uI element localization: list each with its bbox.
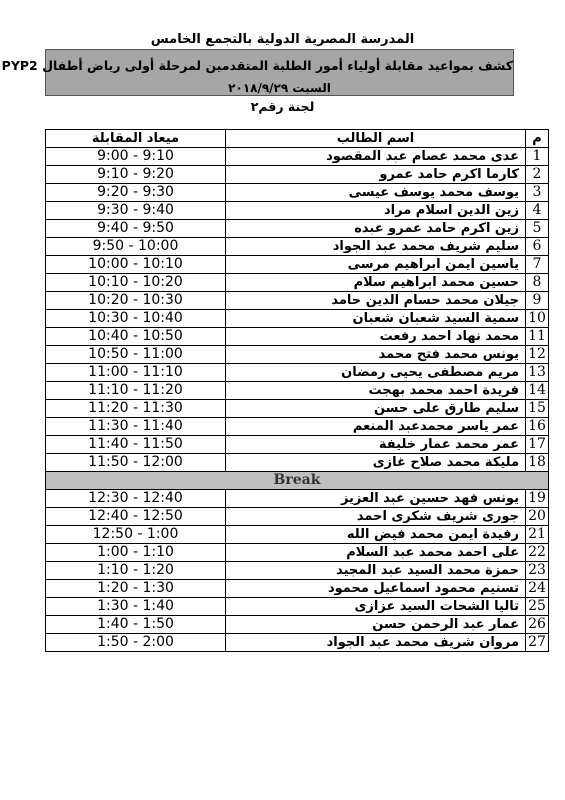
student-name-cell: زين اكرم حامد عمرو عبده <box>226 220 526 238</box>
time-cell: 10:00 - 10:10 <box>46 256 226 274</box>
column-header-name: اسم الطالب <box>226 130 526 148</box>
time-cell: 11:20 - 11:30 <box>46 400 226 418</box>
table-row <box>46 508 549 526</box>
student-name-cell: سليم شريف محمد عبد الجواد <box>226 238 526 256</box>
student-name-cell: مروان شريف محمد عبد الجواد <box>226 634 526 652</box>
table-row <box>46 346 549 364</box>
time-cell: 10:20 - 10:30 <box>46 292 226 310</box>
row-number-cell: 12 <box>526 346 549 364</box>
student-name-cell: زين الدين اسلام مراد <box>226 202 526 220</box>
time-cell: 10:40 - 10:50 <box>46 328 226 346</box>
time-cell: 11:50 - 12:00 <box>46 454 226 472</box>
row-number-cell: 27 <box>526 634 549 652</box>
student-name-cell: عدى محمد عصام عبد المقصود <box>226 148 526 166</box>
time-cell: 1:40 - 1:50 <box>46 616 226 634</box>
table-row <box>46 328 549 346</box>
row-number-cell: 26 <box>526 616 549 634</box>
row-number-cell: 20 <box>526 508 549 526</box>
student-name-cell: حمزة محمد السيد عبد المجيد <box>226 562 526 580</box>
time-cell: 1:30 - 1:40 <box>46 598 226 616</box>
student-name-cell: كارما اكرم حامد عمرو <box>226 166 526 184</box>
table-row <box>46 184 549 202</box>
interview-schedule-table <box>45 129 549 652</box>
time-cell: 11:40 - 11:50 <box>46 436 226 454</box>
student-name-cell: تاليا الشحات السيد عزازى <box>226 598 526 616</box>
student-name-cell: جيلان محمد حسام الدين حامد <box>226 292 526 310</box>
row-number-cell: 18 <box>526 454 549 472</box>
student-name-cell: رفيدة ايمن محمد فيض الله <box>226 526 526 544</box>
student-name-cell: تسنيم محمود اسماعيل محمود <box>226 580 526 598</box>
table-row <box>46 616 549 634</box>
time-cell: 10:10 - 10:20 <box>46 274 226 292</box>
time-cell: 1:00 - 1:10 <box>46 544 226 562</box>
table-row <box>46 292 549 310</box>
row-number-cell: 3 <box>526 184 549 202</box>
student-name-cell: حسين محمد ابراهيم سلام <box>226 274 526 292</box>
time-cell: 10:30 - 10:40 <box>46 310 226 328</box>
time-cell: 12:40 - 12:50 <box>46 508 226 526</box>
time-cell: 10:50 - 11:00 <box>46 346 226 364</box>
table-row <box>46 580 549 598</box>
table-row <box>46 418 549 436</box>
time-cell: 1:20 - 1:30 <box>46 580 226 598</box>
row-number-cell: 5 <box>526 220 549 238</box>
row-number-cell: 19 <box>526 490 549 508</box>
student-name-cell: مريم مصطفى يحيى رمضان <box>226 364 526 382</box>
table-row <box>46 220 549 238</box>
row-number-cell: 14 <box>526 382 549 400</box>
document-title: كشف بمواعيد مقابلة أولياء أمور الطلبة المتقدمين لمرحلة أولى رياض أطفال PYP2 <box>1 58 513 73</box>
column-header-time: ميعاد المقابلة <box>46 130 226 148</box>
committee-number: لجنة رقم٢ <box>250 99 315 114</box>
row-number-cell: 21 <box>526 526 549 544</box>
student-name-cell: عمار عبد الرحمن حسن <box>226 616 526 634</box>
break-row <box>46 472 549 490</box>
table-row <box>46 364 549 382</box>
time-cell: 9:30 - 9:40 <box>46 202 226 220</box>
student-name-cell: ياسين ايمن ابراهيم مرسى <box>226 256 526 274</box>
time-cell: 1:50 - 2:00 <box>46 634 226 652</box>
student-name-cell: فريدة احمد محمد بهجت <box>226 382 526 400</box>
table-row <box>46 526 549 544</box>
row-number-cell: 6 <box>526 238 549 256</box>
time-cell: 9:10 - 9:20 <box>46 166 226 184</box>
table-row <box>46 400 549 418</box>
student-name-cell: محمد نهاد احمد رفعت <box>226 328 526 346</box>
table-row <box>46 598 549 616</box>
time-cell: 9:00 - 9:10 <box>46 148 226 166</box>
time-cell: 9:20 - 9:30 <box>46 184 226 202</box>
row-number-cell: 10 <box>526 310 549 328</box>
row-number-cell: 1 <box>526 148 549 166</box>
time-cell: 11:00 - 11:10 <box>46 364 226 382</box>
table-row <box>46 310 549 328</box>
student-name-cell: يونس فهد حسين عبد العزيز <box>226 490 526 508</box>
time-cell: 12:30 - 12:40 <box>46 490 226 508</box>
table-row <box>46 382 549 400</box>
row-number-cell: 15 <box>526 400 549 418</box>
table-row <box>46 166 549 184</box>
table-row <box>46 238 549 256</box>
column-header-number: م <box>526 130 549 148</box>
time-cell: 9:50 - 10:00 <box>46 238 226 256</box>
table-row <box>46 202 549 220</box>
student-name-cell: سمية السيد شعبان شعبان <box>226 310 526 328</box>
table-row <box>46 274 549 292</box>
table-row <box>46 256 549 274</box>
row-number-cell: 4 <box>526 202 549 220</box>
title-banner <box>1 49 514 96</box>
table-row <box>46 490 549 508</box>
school-name: المدرسة المصرية الدولية بالتجمع الخامس <box>150 32 415 47</box>
document-date: السبت ٢٠١٨/٩/٢٩ <box>228 81 331 95</box>
break-label: Break <box>46 472 549 490</box>
table-row <box>46 436 549 454</box>
time-cell: 1:10 - 1:20 <box>46 562 226 580</box>
row-number-cell: 11 <box>526 328 549 346</box>
student-name-cell: يوسف محمد يوسف عيسى <box>226 184 526 202</box>
student-name-cell: عمر محمد عمار خليفة <box>226 436 526 454</box>
time-cell: 11:30 - 11:40 <box>46 418 226 436</box>
row-number-cell: 7 <box>526 256 549 274</box>
table-body <box>46 148 549 652</box>
student-name-cell: سليم طارق على حسن <box>226 400 526 418</box>
time-cell: 9:40 - 9:50 <box>46 220 226 238</box>
time-cell: 12:50 - 1:00 <box>46 526 226 544</box>
table-row <box>46 454 549 472</box>
student-name-cell: عمر ياسر محمدعبد المنعم <box>226 418 526 436</box>
row-number-cell: 22 <box>526 544 549 562</box>
row-number-cell: 23 <box>526 562 549 580</box>
table-row <box>46 562 549 580</box>
row-number-cell: 24 <box>526 580 549 598</box>
row-number-cell: 17 <box>526 436 549 454</box>
table-row <box>46 148 549 166</box>
row-number-cell: 16 <box>526 418 549 436</box>
table-header-row <box>46 130 549 148</box>
row-number-cell: 25 <box>526 598 549 616</box>
row-number-cell: 9 <box>526 292 549 310</box>
row-number-cell: 8 <box>526 274 549 292</box>
time-cell: 11:10 - 11:20 <box>46 382 226 400</box>
row-number-cell: 13 <box>526 364 549 382</box>
student-name-cell: جورى شريف شكرى احمد <box>226 508 526 526</box>
student-name-cell: يونس محمد فتح محمد <box>226 346 526 364</box>
table-row <box>46 544 549 562</box>
student-name-cell: على احمد محمد عبد السلام <box>226 544 526 562</box>
student-name-cell: مليكة محمد صلاح غازى <box>226 454 526 472</box>
table-row <box>46 634 549 652</box>
row-number-cell: 2 <box>526 166 549 184</box>
